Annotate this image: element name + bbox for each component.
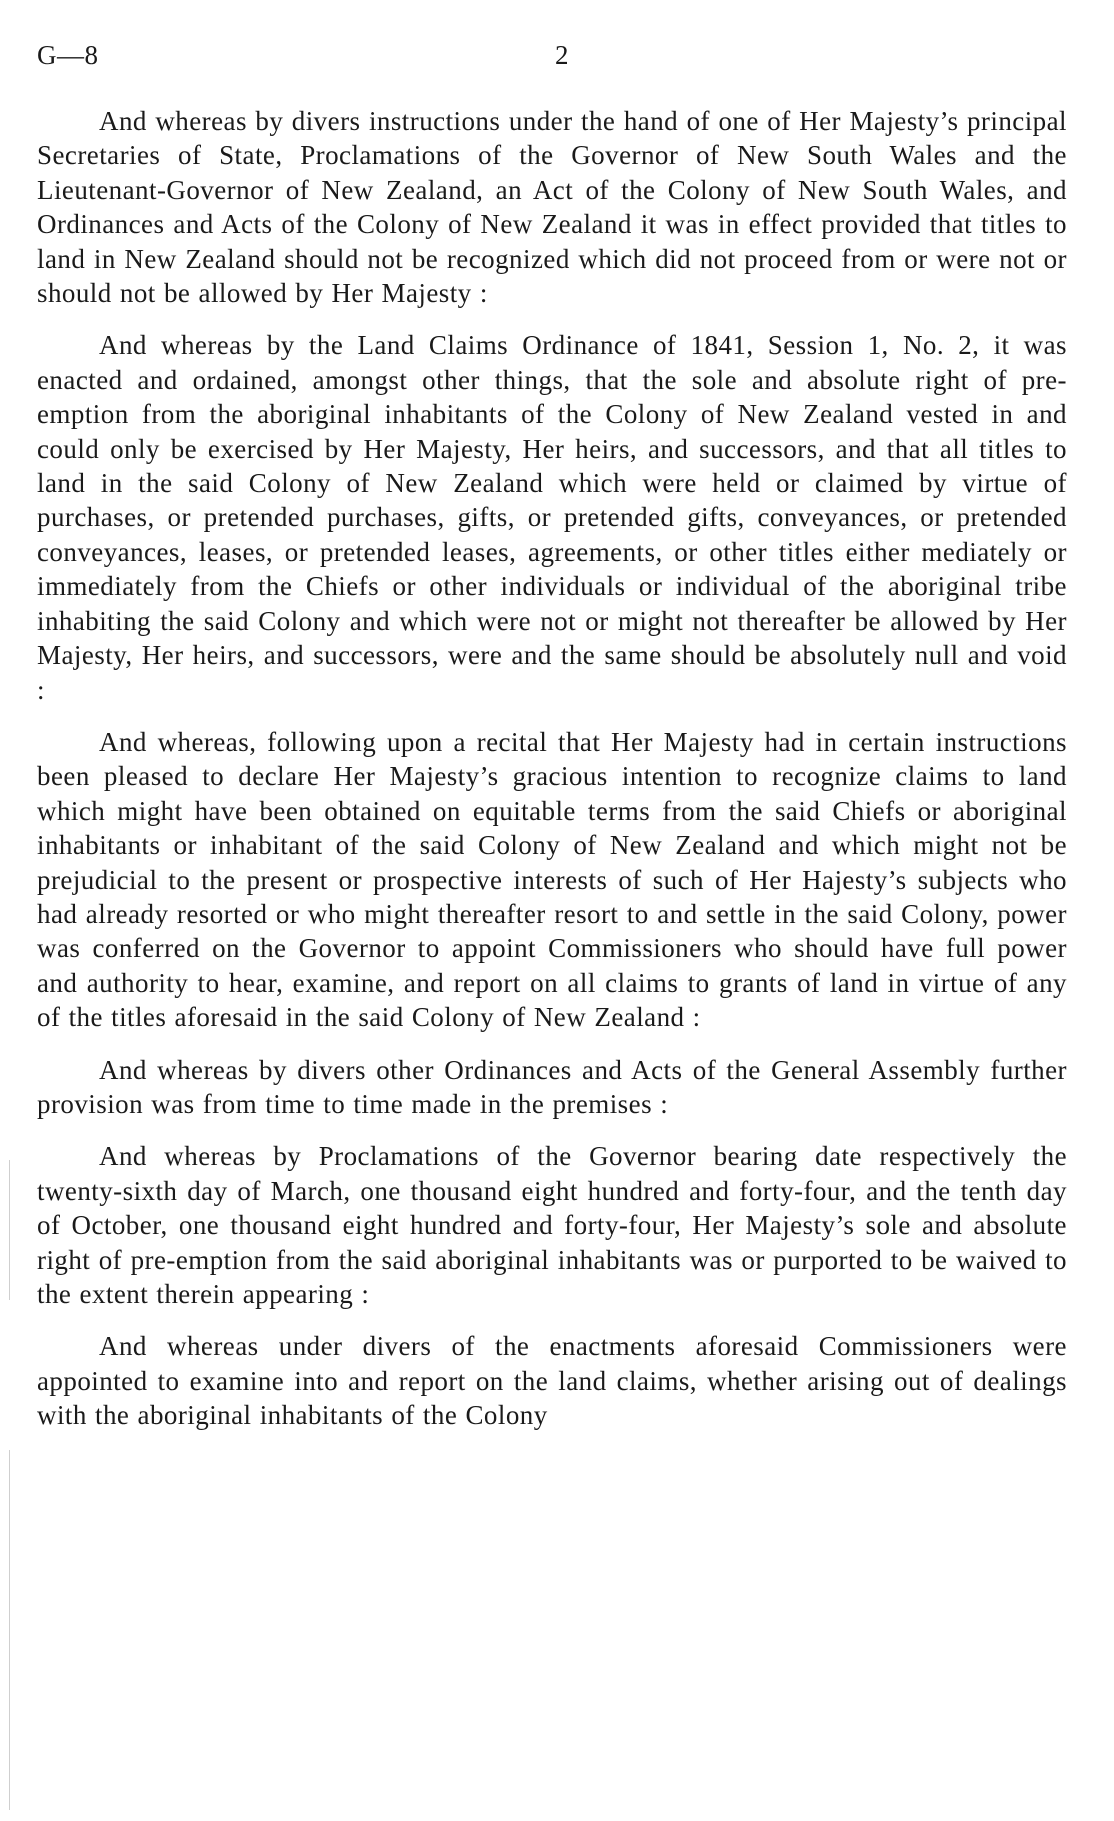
- paragraph: And whereas under divers of the enactments aforesaid Commissioners were appointed to examine into and report on the land claims, whether arising out of dealings with the aboriginal inhabitants of the Colony: [37, 1331, 1067, 1431]
- margin-rule: [9, 1160, 10, 1300]
- page-header: [37, 40, 1077, 76]
- paragraph: And whereas by Proclamations of the Governor bearing date respectively the twenty-sixth day of March, one thousand eight hundred and forty-four, and the tenth day of October, one thousand eight hundred and forty-four, Her Majesty’s sole and absolute right of pre-emption from the said aboriginal inhabitants was or purported to be waived to the extent therein appearing :: [37, 1141, 1067, 1309]
- page-number: 2: [555, 40, 569, 70]
- paragraph: And whereas by the Land Claims Ordinance of 1841, Session 1, No. 2, it was enacted and ordained, amongst other things, that the sole and absolute right of pre-emption from the aboriginal inhabitants of the Colony of New Zealand vested in and could only be exercised by Her Majesty, Her heirs, and successors, and that all titles to land in the said Colony of New Zealand which were held or claimed by virtue of purchases, or pretended purchases, gifts, or pretended gifts, conveyances, or pretended conveyances, leases, or pretended leases, agreements, or other titles either mediately or immediately from the Chiefs or other individuals or individual of the aboriginal tribe inhabiting the said Colony and which were not or might not thereafter be allowed by Her Majesty, Her heirs, and successors, were and the same should be absolutely null and void :: [37, 330, 1067, 705]
- document-code: G—8: [37, 40, 99, 70]
- body-text: [37, 104, 1067, 1451]
- margin-rule: [9, 1450, 10, 1810]
- paragraph: And whereas by divers other Ordinances and Acts of the General Assembly further provision was from time to time made in the premises :: [37, 1054, 1067, 1119]
- paragraph: And whereas by divers instructions under the hand of one of Her Majesty’s principal Secretaries of State, Proclamations of the Governor of New South Wales and the Lieutenant-Governor of New Zealand, an Act of the Colony of New South Wales, and Ordinances and Acts of the Colony of New Zealand it was in effect provided that titles to land in New Zealand should not be recognized which did not proceed from or were not or should not be allowed by Her Majesty :: [37, 106, 1067, 309]
- paragraph: And whereas, following upon a recital that Her Majesty had in certain instructions been pleased to declare Her Majesty’s gracious intention to recognize claims to land which might have been obtained on equitable terms from the said Chiefs or aboriginal inhabitants or inhabitant of the said Colony of New Zealand and which might not be prejudicial to the present or prospective interests of such of Her Hajesty’s subjects who had already resorted or who might thereafter resort to and settle in the said Colony, power was conferred on the Governor to appoint Commissioners who should have full power and authority to hear, examine, and report on all claims to grants of land in virtue of any of the titles aforesaid in the said Colony of New Zealand :: [37, 726, 1067, 1033]
